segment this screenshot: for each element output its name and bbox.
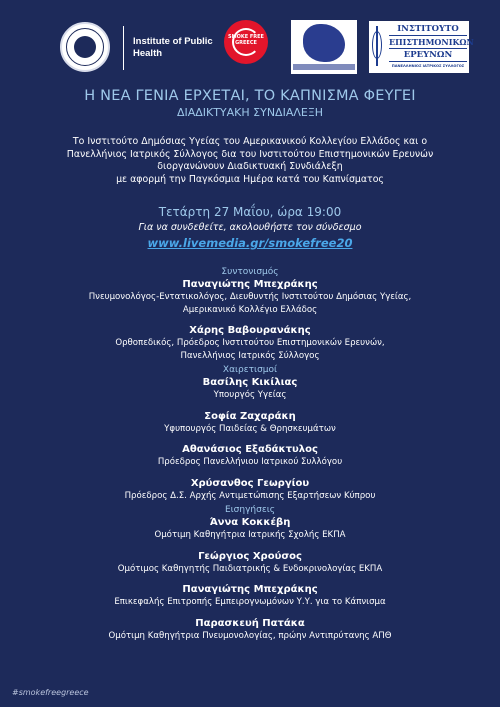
event-subtitle: ΔΙΑΔΙΚΤΥΑΚΗ ΣΥΝΔΙΑΛΕΞΗ bbox=[176, 106, 324, 119]
greece-map-icon bbox=[303, 24, 345, 62]
smoke-free-greece-logo bbox=[224, 20, 268, 64]
coordinator bbox=[0, 324, 500, 362]
talk-speaker bbox=[0, 583, 500, 609]
iee-line-3: ΕΡΕΥΝΩΝ bbox=[389, 50, 467, 62]
smoke-free-logo-text: SMOKE FREE GREECE bbox=[228, 34, 264, 46]
speaker-name: Σοφία Ζαχαράκη bbox=[204, 410, 296, 422]
talk-speaker bbox=[0, 550, 500, 576]
speaker-role: Ομότιμη Καθηγήτρια Πνευμονολογίας, πρώην Αντιπρύτανης ΑΠΘ bbox=[108, 630, 392, 641]
greeting-speaker bbox=[0, 443, 500, 469]
speaker-name: Παναγιώτης Μπεχράκης bbox=[182, 584, 318, 595]
intro-line: Το Ινστιτούτο Δημόσιας Υγείας του Αμερικανικού Κολλεγίου Ελλάδος και ο bbox=[72, 136, 428, 147]
speaker-role: Πνευμονολόγος-Εντατικολόγος, Διευθυντής Ινστιτούτου Δημόσιας Υγείας, bbox=[88, 292, 412, 302]
institute-scientific-research-logo bbox=[368, 20, 474, 74]
follow-instructions: Για να συνδεθείτε, ακολουθήστε τον σύνδεσμο bbox=[138, 222, 362, 233]
speaker-name: Χρύσανθος Γεωργίου bbox=[190, 477, 310, 489]
speaker-role: Πρόεδρος Δ.Σ. Αρχής Αντιμετώπισης Εξαρτήσεων Κύπρου bbox=[124, 490, 376, 501]
talks-label: Εισηγήσεις bbox=[224, 505, 276, 515]
speaker-role: Πρόεδρος Πανελλήνιου Ιατρικού Συλλόγου bbox=[157, 457, 343, 467]
speaker-name: Παρασκευή Πατάκα bbox=[195, 617, 305, 629]
speaker-role: Πανελλήνιος Ιατρικός Σύλλογος bbox=[180, 350, 320, 361]
acg-seal-icon bbox=[60, 22, 110, 72]
greeting-speaker bbox=[0, 477, 500, 503]
speaker-role: Υφυπουργός Παιδείας & Θρησκευμάτων bbox=[164, 423, 336, 434]
caduceus-snake-icon bbox=[372, 31, 382, 59]
speaker-role: Υπουργός Υγείας bbox=[213, 390, 287, 400]
greetings-label: Χαιρετισμοί bbox=[222, 365, 278, 375]
speaker-name: Γεώργιος Χρούσος bbox=[198, 550, 302, 562]
institute-public-health-logo: Institute of Public Health bbox=[133, 36, 213, 59]
coordinator bbox=[0, 278, 500, 316]
logo-divider bbox=[123, 26, 124, 70]
intro-line: Πανελλήνιος Ιατρικός Σύλλογος δια του Ινστιτούτου Επιστημονικών Ερευνών bbox=[66, 148, 434, 160]
event-date: Τετάρτη 27 Μαΐου, ώρα 19:00 bbox=[158, 205, 342, 219]
speaker-role: Ορθοπεδικός, Πρόεδρος Ινστιτούτου Επιστημονικών Ερευνών, bbox=[115, 338, 385, 348]
intro-line: διοργανώνουν Διαδικτυακή Συνδιάλεξη bbox=[157, 161, 343, 173]
medical-association-caption bbox=[293, 64, 355, 70]
coordination-label: Συντονισμός bbox=[221, 267, 279, 277]
talk-speaker bbox=[0, 516, 500, 542]
greeting-speaker bbox=[0, 376, 500, 402]
iee-line-2: ΕΠΙΣΤΗΜΟΝΙΚΩΝ bbox=[389, 37, 474, 47]
talk-speaker bbox=[0, 617, 500, 643]
speaker-role: Ομότιμος Καθηγητής Παιδιατρικής & Ενδοκρινολογίας ΕΚΠΑ bbox=[117, 563, 383, 574]
speaker-name: Άννα Κοκκέβη bbox=[209, 517, 291, 528]
logo-bar bbox=[0, 0, 500, 86]
speaker-name: Αθανάσιος Εξαδάκτυλος bbox=[182, 444, 318, 455]
speaker-role: Ομότιμη Καθηγήτρια Ιατρικής Σχολής ΕΚΠΑ bbox=[154, 530, 346, 540]
speaker-name: Χάρης Βαβουρανάκης bbox=[189, 325, 311, 336]
acg-seal-core bbox=[74, 36, 96, 58]
speaker-name: Παναγιώτης Μπεχράκης bbox=[182, 279, 318, 290]
program bbox=[0, 264, 500, 650]
speaker-role: Επικεφαλής Επιτροπής Εμπειρογνωμόνων Υ.Υ. για το Κάπνισμα bbox=[114, 597, 386, 607]
event-title: Η ΝΕΑ ΓΕΝΙΑ ΕΡΧΕΤΑΙ, ΤΟ ΚΑΠΝΙΣΜΑ ΦΕΥΓΕΙ bbox=[84, 88, 416, 104]
medical-association-logo bbox=[291, 20, 357, 74]
livestream-link[interactable]: www.livemedia.gr/smokefree20 bbox=[147, 236, 353, 250]
hashtag: #smokefreegreece bbox=[12, 688, 89, 697]
greeting-speaker bbox=[0, 410, 500, 436]
iee-line-4: ΠΑΝΕΛΛΗΝΙΟΣ ΙΑΤΡΙΚΟΣ ΣΥΛΛΟΓΟΣ bbox=[391, 64, 465, 68]
iee-line-1: ΙΝΣΤΙΤΟΥΤΟ bbox=[389, 24, 467, 36]
speaker-name: Βασίλης Κικίλιας bbox=[202, 377, 298, 388]
intro-line: με αφορμή την Παγκόσμια Ημέρα κατά του Καπνίσματος bbox=[116, 173, 384, 185]
intro-paragraph bbox=[40, 136, 460, 186]
speaker-role: Αμερικανικό Κολλέγιο Ελλάδος bbox=[182, 304, 318, 315]
